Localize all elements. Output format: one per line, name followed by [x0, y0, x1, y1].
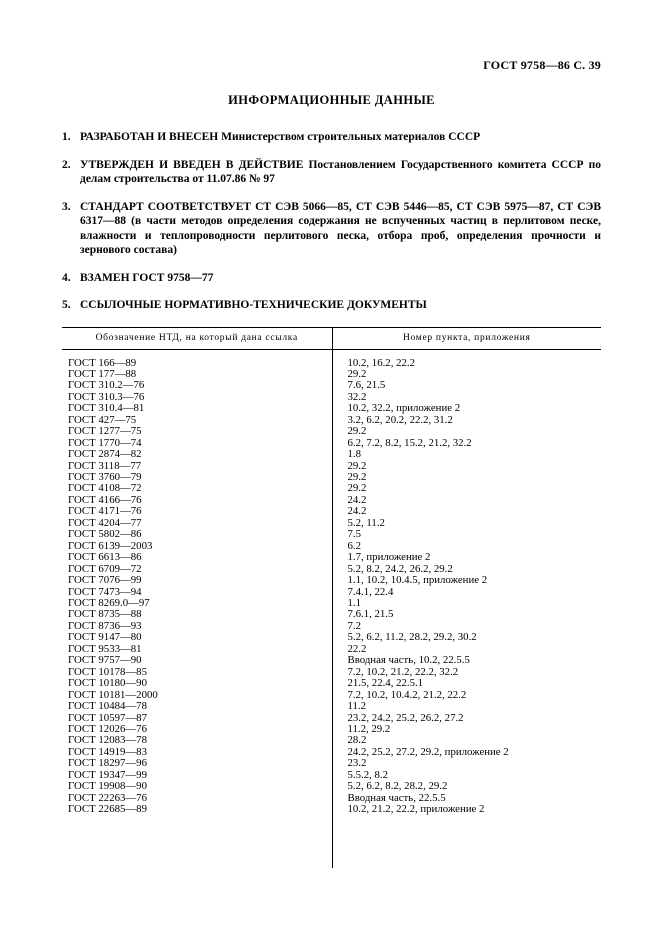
table-cell-ntd: ГОСТ 6613—86: [68, 552, 142, 564]
info-item-text: ССЫЛОЧНЫЕ НОРМАТИВНО-ТЕХНИЧЕСКИЕ ДОКУМЕНТЫ: [80, 299, 427, 311]
table-cell-refs: 11.2, 29.2: [347, 724, 391, 735]
table-header-row: [62, 328, 601, 350]
table-cell-refs: 3.2, 6.2, 20.2, 22.2, 31.2: [347, 414, 453, 426]
info-item-number: 2.: [62, 158, 71, 171]
table-cell-ntd: ГОСТ 166—89: [68, 357, 137, 369]
table-cell-ntd: ГОСТ 8735—88: [68, 609, 142, 621]
page-header: ГОСТ 9758—86 С. 39: [483, 58, 601, 72]
table-cell-refs: 10.2, 21.2, 22.2, приложение 2: [347, 804, 485, 816]
table-cell-refs: 7.5: [347, 529, 361, 541]
table-cell-refs: 1.8: [347, 449, 361, 461]
table-cell-refs: 28.2: [347, 735, 367, 747]
table-cell-refs: 5.2, 6.2, 11.2, 28.2, 29.2, 30.2: [347, 632, 477, 644]
table-cell-ntd: ГОСТ 10597—87: [68, 712, 147, 724]
table-cell-refs: 29.2: [347, 472, 367, 484]
table-body: [62, 350, 601, 868]
table-cell-refs: 11.2: [347, 701, 366, 713]
table-cell-refs: 1.7, приложение 2: [347, 552, 431, 564]
table-cell-refs: 7.2: [347, 620, 361, 632]
table-cell-refs: 6.2, 7.2, 8.2, 15.2, 21.2, 32.2: [347, 437, 472, 449]
table-cell-ntd: ГОСТ 1770—74: [68, 437, 142, 449]
table-cell-ntd: ГОСТ 10180—90: [68, 678, 147, 690]
table-cell-refs: 10.2, 32.2, приложение 2: [347, 403, 461, 415]
table-cell-ntd: ГОСТ 1277—75: [68, 426, 142, 438]
table-cell-refs: 10.2, 16.2, 22.2: [347, 357, 415, 369]
table-cell-ntd: ГОСТ 310.4—81: [68, 403, 145, 415]
table-cell-refs: 24.2: [347, 494, 367, 506]
page-title: ИНФОРМАЦИОННЫЕ ДАННЫЕ: [228, 93, 435, 107]
table-cell-refs: 29.2: [347, 368, 367, 380]
info-item-text: СТАНДАРТ СООТВЕТСТВУЕТ СТ СЭВ 5066—85, СТ СЭВ 5446—85, СТ СЭВ 5975—87, СТ СЭВ 6317—88 (в части методов определения содержания не вспученных частиц в перлитовом песке, влажности и теплопроводности перлитового песка, отбора проб, определения прочности и зернового состава): [80, 200, 601, 256]
table-cell-ntd: ГОСТ 8269.0—97: [68, 598, 150, 610]
table-cell-ntd: ГОСТ 310.2—76: [68, 380, 145, 392]
table-header-ntd: Обозначение НТД, на который дана ссылка: [95, 332, 298, 343]
info-item-number: 4.: [62, 271, 71, 284]
table-cell-refs: 22.2: [347, 643, 367, 655]
table-cell-refs: 7.2, 10.2, 10.4.2, 21.2, 22.2: [347, 689, 467, 701]
info-item: [62, 130, 601, 145]
info-item: [62, 271, 601, 286]
table-cell-ntd: ГОСТ 10181—2000: [68, 689, 158, 701]
table-cell-ntd: ГОСТ 18297—96: [68, 758, 147, 770]
table-cell-ntd: ГОСТ 3760—79: [68, 472, 142, 484]
table-cell-refs: 7.2, 10.2, 21.2, 22.2, 32.2: [347, 666, 459, 678]
table-cell-ntd: ГОСТ 4166—76: [68, 494, 142, 506]
table-cell-ntd: ГОСТ 5802—86: [68, 529, 142, 541]
table-cell-ntd: ГОСТ 310.3—76: [68, 391, 145, 403]
table-col-ntd: [62, 350, 332, 868]
table-cell-ntd: ГОСТ 6139—2003: [68, 540, 153, 552]
table-cell-ntd: ГОСТ 9147—80: [68, 632, 142, 644]
table-cell-refs: 29.2: [347, 483, 367, 495]
info-item: [62, 158, 601, 187]
table-cell-refs: 5.2, 6.2, 8.2, 28.2, 29.2: [347, 781, 448, 793]
table-cell-ntd: ГОСТ 427—75: [68, 414, 137, 426]
table-cell-ntd: ГОСТ 10484—78: [68, 701, 147, 713]
info-item-number: 1.: [62, 131, 71, 143]
table-cell-ntd: ГОСТ 4204—77: [68, 517, 142, 529]
table-cell-refs: 5.5.2, 8.2: [347, 769, 388, 781]
table-cell-refs: 29.2: [347, 426, 367, 438]
table-cell-refs: 6.2: [347, 540, 361, 552]
info-item-text: РАЗРАБОТАН И ВНЕСЕН Министерством строительных материалов СССР: [80, 131, 481, 143]
table-cell-refs: 7.4.1, 22.4: [347, 586, 394, 598]
info-item: [62, 298, 601, 313]
table-cell-refs: 21.5, 22.4, 22.5.1: [347, 678, 424, 690]
table-cell-ntd: ГОСТ 4108—72: [68, 483, 142, 495]
info-item: [62, 200, 601, 258]
table-cell-refs: 5.2, 8.2, 24.2, 26.2, 29.2: [347, 563, 453, 575]
table-cell-ntd: ГОСТ 7076—99: [68, 575, 142, 587]
table-cell-ntd: ГОСТ 10178—85: [68, 666, 147, 678]
table-cell-ntd: ГОСТ 12026—76: [68, 724, 147, 735]
table-cell-ntd: ГОСТ 6709—72: [68, 563, 142, 575]
table-cell-refs: 7.6.1, 21.5: [347, 609, 394, 621]
table-cell-refs: Вводная часть, 10.2, 22.5.5: [347, 655, 470, 667]
table-cell-ntd: ГОСТ 22685—89: [68, 804, 147, 816]
table-cell-ntd: ГОСТ 22263—76: [68, 792, 147, 804]
references-table: [62, 327, 601, 868]
table-cell-refs: 7.6, 21.5: [347, 380, 386, 392]
table-cell-ntd: ГОСТ 8736—93: [68, 620, 142, 632]
table-cell-ntd: ГОСТ 9533—81: [68, 643, 142, 655]
table-cell-refs: 23.2, 24.2, 25.2, 26.2, 27.2: [347, 712, 464, 724]
table-cell-ntd: ГОСТ 4171—76: [68, 506, 142, 518]
table-cell-ntd: ГОСТ 14919—83: [68, 746, 147, 758]
table-cell-ntd: ГОСТ 3118—77: [68, 460, 142, 472]
table-cell-refs: 23.2: [347, 758, 367, 770]
table-cell-refs: 24.2: [347, 506, 367, 518]
table-cell-refs: 1.1: [347, 598, 361, 610]
table-cell-ntd: ГОСТ 12083—78: [68, 735, 147, 747]
table-col-refs: [332, 350, 602, 868]
table-cell-ntd: ГОСТ 19347—99: [68, 769, 147, 781]
table-cell-ntd: ГОСТ 7473—94: [68, 586, 142, 598]
table-cell-refs: 29.2: [347, 460, 367, 472]
info-items-list: [62, 130, 601, 313]
table-cell-ntd: ГОСТ 19908—90: [68, 781, 147, 793]
table-cell-refs: 1.1, 10.2, 10.4.5, приложение 2: [347, 575, 488, 587]
table-cell-refs: Вводная часть, 22.5.5: [347, 792, 446, 804]
table-cell-refs: 5.2, 11.2: [347, 517, 385, 529]
info-item-text: ВЗАМЕН ГОСТ 9758—77: [80, 271, 214, 284]
table-cell-ntd: ГОСТ 2874—82: [68, 449, 142, 461]
table-cell-refs: 24.2, 25.2, 27.2, 29.2, приложение 2: [347, 746, 509, 758]
info-item-text: УТВЕРЖДЕН И ВВЕДЕН В ДЕЙСТВИЕ Постановлением Государственного комитета СССР по делам строительства от 11.07.86 № 97: [80, 158, 601, 185]
info-item-number: 5.: [62, 299, 71, 311]
table-cell-refs: 32.2: [347, 391, 367, 403]
table-cell-ntd: ГОСТ 177—88: [68, 368, 137, 380]
info-item-number: 3.: [62, 200, 71, 213]
table-cell-ntd: ГОСТ 9757—90: [68, 655, 142, 667]
table-header-refs: Номер пункта, приложения: [332, 328, 602, 349]
